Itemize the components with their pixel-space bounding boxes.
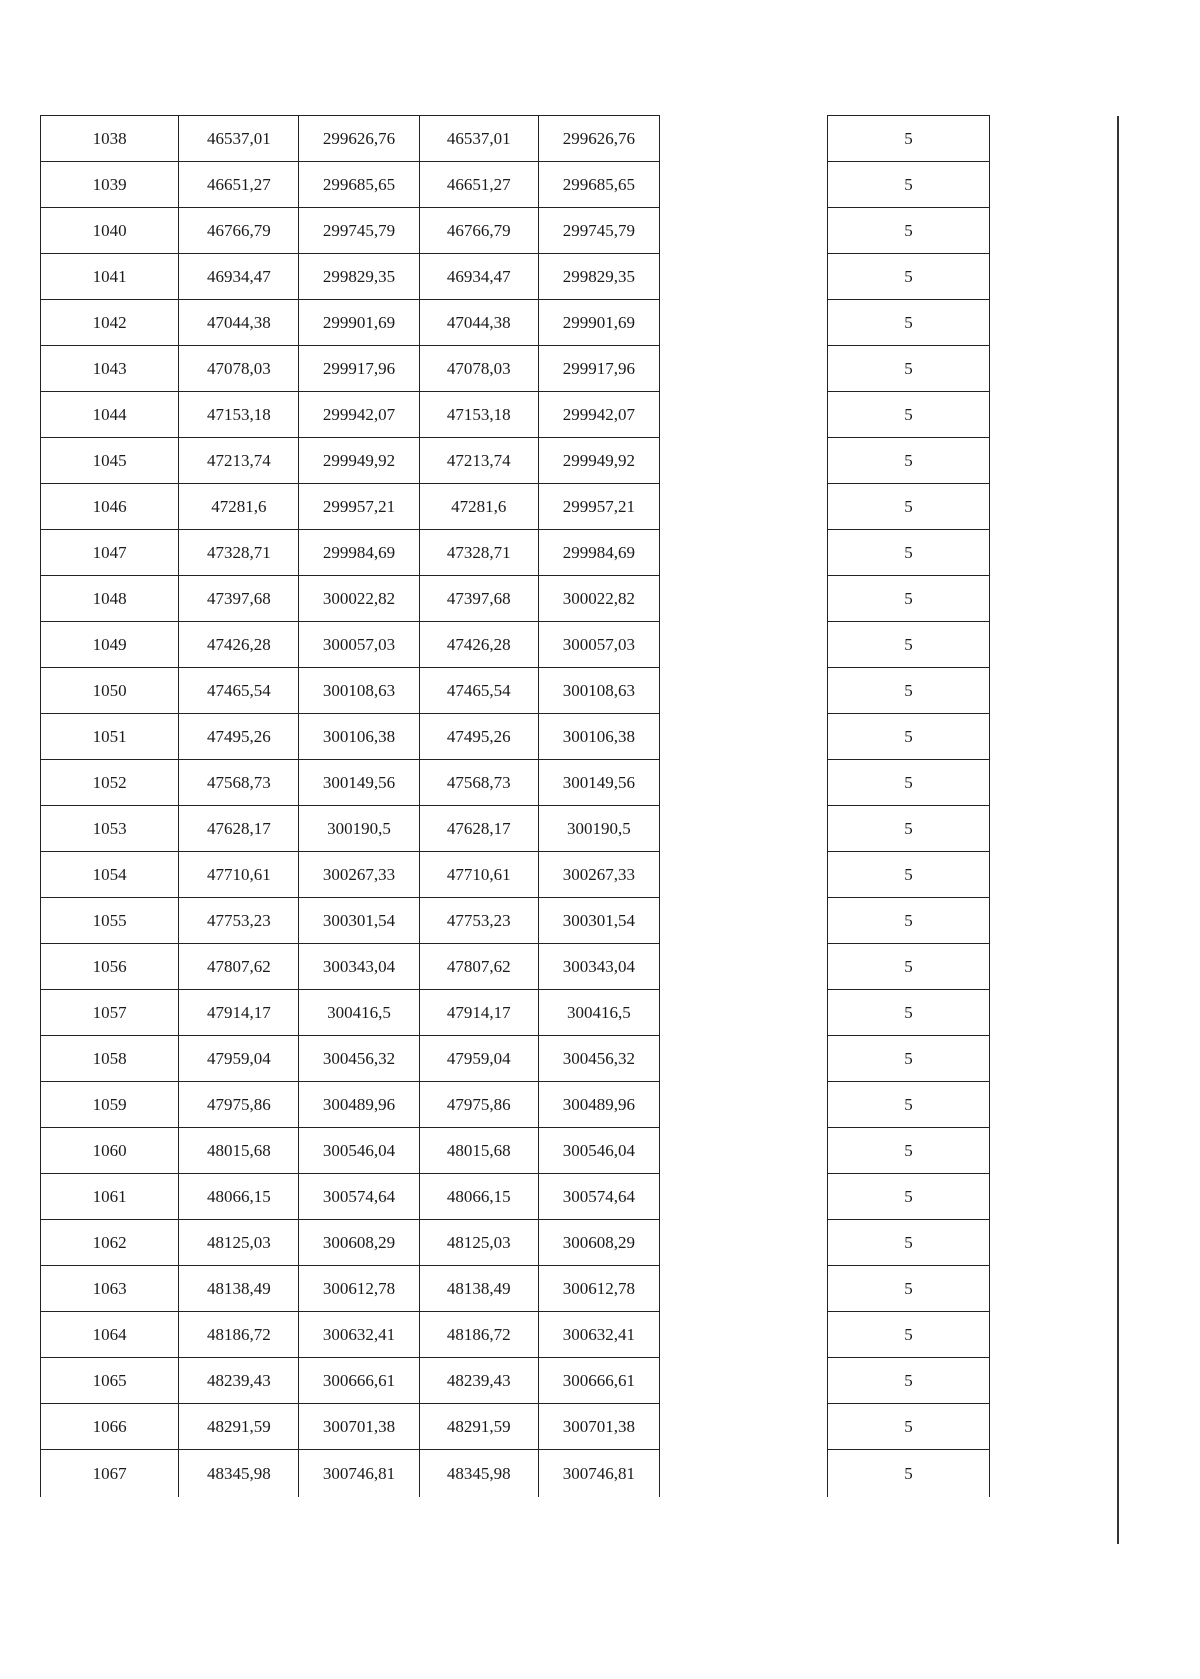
value-cell: 5 [828, 1358, 990, 1404]
point-number-cell: 1045 [41, 438, 179, 484]
table-row [828, 300, 990, 346]
table-row [828, 1220, 990, 1266]
y1-cell: 300022,82 [299, 576, 419, 622]
point-number-cell: 1059 [41, 1082, 179, 1128]
table-row [41, 392, 660, 438]
y2-cell: 300301,54 [538, 898, 659, 944]
x1-cell: 47465,54 [179, 668, 299, 714]
y2-cell: 300546,04 [538, 1128, 659, 1174]
table-row [41, 484, 660, 530]
table-row [828, 530, 990, 576]
y2-cell: 299829,35 [538, 254, 659, 300]
y1-cell: 299942,07 [299, 392, 419, 438]
point-number-cell: 1038 [41, 116, 179, 162]
y2-cell: 300022,82 [538, 576, 659, 622]
values-table-body [828, 116, 990, 1498]
point-number-cell: 1063 [41, 1266, 179, 1312]
point-number-cell: 1058 [41, 1036, 179, 1082]
value-cell: 5 [828, 1266, 990, 1312]
value-cell: 5 [828, 300, 990, 346]
table-row [828, 392, 990, 438]
y1-cell: 300546,04 [299, 1128, 419, 1174]
x2-cell: 46934,47 [419, 254, 538, 300]
y2-cell: 300108,63 [538, 668, 659, 714]
table-row [828, 1404, 990, 1450]
y1-cell: 300190,5 [299, 806, 419, 852]
x2-cell: 48186,72 [419, 1312, 538, 1358]
y1-cell: 300489,96 [299, 1082, 419, 1128]
value-cell: 5 [828, 162, 990, 208]
y2-cell: 300666,61 [538, 1358, 659, 1404]
table-row [41, 1450, 660, 1498]
point-number-cell: 1044 [41, 392, 179, 438]
point-number-cell: 1061 [41, 1174, 179, 1220]
table-row [828, 346, 990, 392]
table-row [828, 898, 990, 944]
x2-cell: 48239,43 [419, 1358, 538, 1404]
y2-cell: 300608,29 [538, 1220, 659, 1266]
table-row [41, 254, 660, 300]
value-cell: 5 [828, 990, 990, 1036]
x1-cell: 46537,01 [179, 116, 299, 162]
y2-cell: 299745,79 [538, 208, 659, 254]
coordinates-table [40, 115, 660, 1497]
x2-cell: 47328,71 [419, 530, 538, 576]
x1-cell: 47959,04 [179, 1036, 299, 1082]
table-row [828, 484, 990, 530]
point-number-cell: 1053 [41, 806, 179, 852]
x1-cell: 47397,68 [179, 576, 299, 622]
x1-cell: 46766,79 [179, 208, 299, 254]
value-cell: 5 [828, 1174, 990, 1220]
y2-cell: 299685,65 [538, 162, 659, 208]
value-cell: 5 [828, 898, 990, 944]
value-cell: 5 [828, 576, 990, 622]
y1-cell: 300108,63 [299, 668, 419, 714]
y2-cell: 300632,41 [538, 1312, 659, 1358]
point-number-cell: 1051 [41, 714, 179, 760]
x1-cell: 48125,03 [179, 1220, 299, 1266]
value-cell: 5 [828, 1220, 990, 1266]
table-row [41, 530, 660, 576]
x2-cell: 47914,17 [419, 990, 538, 1036]
table-row [41, 760, 660, 806]
point-number-cell: 1066 [41, 1404, 179, 1450]
y2-cell: 300106,38 [538, 714, 659, 760]
point-number-cell: 1067 [41, 1450, 179, 1498]
table-row [828, 1036, 990, 1082]
y1-cell: 300612,78 [299, 1266, 419, 1312]
point-number-cell: 1050 [41, 668, 179, 714]
y2-cell: 299901,69 [538, 300, 659, 346]
table-row [41, 1358, 660, 1404]
table-row [41, 300, 660, 346]
value-cell: 5 [828, 438, 990, 484]
point-number-cell: 1054 [41, 852, 179, 898]
x1-cell: 47281,6 [179, 484, 299, 530]
table-row [41, 1128, 660, 1174]
x2-cell: 47397,68 [419, 576, 538, 622]
table-row [41, 1082, 660, 1128]
table-row [41, 1220, 660, 1266]
y2-cell: 300701,38 [538, 1404, 659, 1450]
table-row [41, 668, 660, 714]
y2-cell: 299949,92 [538, 438, 659, 484]
x2-cell: 47078,03 [419, 346, 538, 392]
x1-cell: 47044,38 [179, 300, 299, 346]
table-row [828, 1266, 990, 1312]
table-row [828, 1082, 990, 1128]
x2-cell: 47959,04 [419, 1036, 538, 1082]
x2-cell: 48345,98 [419, 1450, 538, 1498]
x1-cell: 47328,71 [179, 530, 299, 576]
y1-cell: 300666,61 [299, 1358, 419, 1404]
x1-cell: 46651,27 [179, 162, 299, 208]
x2-cell: 48138,49 [419, 1266, 538, 1312]
value-cell: 5 [828, 530, 990, 576]
x1-cell: 48186,72 [179, 1312, 299, 1358]
table-row [41, 944, 660, 990]
table-row [828, 162, 990, 208]
y1-cell: 300746,81 [299, 1450, 419, 1498]
y1-cell: 299901,69 [299, 300, 419, 346]
y2-cell: 299626,76 [538, 116, 659, 162]
point-number-cell: 1055 [41, 898, 179, 944]
y2-cell: 300343,04 [538, 944, 659, 990]
point-number-cell: 1047 [41, 530, 179, 576]
table-row [828, 806, 990, 852]
y1-cell: 299745,79 [299, 208, 419, 254]
x2-cell: 47710,61 [419, 852, 538, 898]
y1-cell: 300301,54 [299, 898, 419, 944]
y2-cell: 299957,21 [538, 484, 659, 530]
y1-cell: 299829,35 [299, 254, 419, 300]
table-row [828, 714, 990, 760]
x1-cell: 46934,47 [179, 254, 299, 300]
point-number-cell: 1039 [41, 162, 179, 208]
y1-cell: 300343,04 [299, 944, 419, 990]
coordinates-table-body [41, 116, 660, 1498]
y2-cell: 300149,56 [538, 760, 659, 806]
x2-cell: 47975,86 [419, 1082, 538, 1128]
x1-cell: 48239,43 [179, 1358, 299, 1404]
table-row [828, 576, 990, 622]
table-row [828, 254, 990, 300]
x1-cell: 47753,23 [179, 898, 299, 944]
value-cell: 5 [828, 346, 990, 392]
x2-cell: 47495,26 [419, 714, 538, 760]
y1-cell: 300608,29 [299, 1220, 419, 1266]
table-row [828, 668, 990, 714]
x2-cell: 48015,68 [419, 1128, 538, 1174]
x2-cell: 47153,18 [419, 392, 538, 438]
y2-cell: 299917,96 [538, 346, 659, 392]
x1-cell: 47426,28 [179, 622, 299, 668]
y1-cell: 300149,56 [299, 760, 419, 806]
y2-cell: 300574,64 [538, 1174, 659, 1220]
table-row [41, 116, 660, 162]
table-row [41, 990, 660, 1036]
y2-cell: 299942,07 [538, 392, 659, 438]
table-row [41, 1036, 660, 1082]
x1-cell: 47710,61 [179, 852, 299, 898]
table-row [41, 852, 660, 898]
table-row [41, 162, 660, 208]
y1-cell: 300456,32 [299, 1036, 419, 1082]
y2-cell: 300612,78 [538, 1266, 659, 1312]
value-cell: 5 [828, 254, 990, 300]
value-cell: 5 [828, 208, 990, 254]
point-number-cell: 1041 [41, 254, 179, 300]
y2-cell: 300416,5 [538, 990, 659, 1036]
table-row [828, 438, 990, 484]
value-cell: 5 [828, 668, 990, 714]
x1-cell: 47975,86 [179, 1082, 299, 1128]
value-cell: 5 [828, 944, 990, 990]
x1-cell: 48291,59 [179, 1404, 299, 1450]
value-cell: 5 [828, 852, 990, 898]
x1-cell: 47495,26 [179, 714, 299, 760]
value-cell: 5 [828, 806, 990, 852]
point-number-cell: 1046 [41, 484, 179, 530]
point-number-cell: 1065 [41, 1358, 179, 1404]
values-table [827, 115, 990, 1497]
table-row [828, 208, 990, 254]
x2-cell: 47807,62 [419, 944, 538, 990]
right-margin-line [1117, 116, 1119, 1544]
x2-cell: 48066,15 [419, 1174, 538, 1220]
y1-cell: 299957,21 [299, 484, 419, 530]
x1-cell: 47153,18 [179, 392, 299, 438]
table-row [828, 852, 990, 898]
table-row [41, 1266, 660, 1312]
table-row [828, 1312, 990, 1358]
x2-cell: 47628,17 [419, 806, 538, 852]
y1-cell: 299685,65 [299, 162, 419, 208]
table-row [828, 760, 990, 806]
point-number-cell: 1042 [41, 300, 179, 346]
y1-cell: 300106,38 [299, 714, 419, 760]
table-row [41, 438, 660, 484]
table-row [828, 116, 990, 162]
y1-cell: 300701,38 [299, 1404, 419, 1450]
x2-cell: 46766,79 [419, 208, 538, 254]
x2-cell: 48291,59 [419, 1404, 538, 1450]
value-cell: 5 [828, 1036, 990, 1082]
x2-cell: 47753,23 [419, 898, 538, 944]
value-cell: 5 [828, 392, 990, 438]
x2-cell: 47044,38 [419, 300, 538, 346]
table-row [41, 1174, 660, 1220]
y2-cell: 300746,81 [538, 1450, 659, 1498]
value-cell: 5 [828, 622, 990, 668]
value-cell: 5 [828, 1312, 990, 1358]
x1-cell: 47914,17 [179, 990, 299, 1036]
y2-cell: 300267,33 [538, 852, 659, 898]
y1-cell: 299949,92 [299, 438, 419, 484]
point-number-cell: 1057 [41, 990, 179, 1036]
x2-cell: 48125,03 [419, 1220, 538, 1266]
table-row [41, 898, 660, 944]
y1-cell: 300057,03 [299, 622, 419, 668]
y1-cell: 299917,96 [299, 346, 419, 392]
y2-cell: 299984,69 [538, 530, 659, 576]
value-cell: 5 [828, 714, 990, 760]
x1-cell: 48345,98 [179, 1450, 299, 1498]
table-row [41, 346, 660, 392]
y1-cell: 299626,76 [299, 116, 419, 162]
x2-cell: 47213,74 [419, 438, 538, 484]
x1-cell: 47807,62 [179, 944, 299, 990]
point-number-cell: 1043 [41, 346, 179, 392]
x2-cell: 47568,73 [419, 760, 538, 806]
point-number-cell: 1056 [41, 944, 179, 990]
y2-cell: 300489,96 [538, 1082, 659, 1128]
point-number-cell: 1040 [41, 208, 179, 254]
y2-cell: 300190,5 [538, 806, 659, 852]
table-row [828, 1128, 990, 1174]
table-row [41, 1404, 660, 1450]
value-cell: 5 [828, 760, 990, 806]
table-row [41, 806, 660, 852]
y1-cell: 300632,41 [299, 1312, 419, 1358]
point-number-cell: 1048 [41, 576, 179, 622]
point-number-cell: 1060 [41, 1128, 179, 1174]
point-number-cell: 1062 [41, 1220, 179, 1266]
y2-cell: 300456,32 [538, 1036, 659, 1082]
table-row [828, 944, 990, 990]
x1-cell: 48066,15 [179, 1174, 299, 1220]
point-number-cell: 1052 [41, 760, 179, 806]
point-number-cell: 1064 [41, 1312, 179, 1358]
x2-cell: 47465,54 [419, 668, 538, 714]
x2-cell: 47426,28 [419, 622, 538, 668]
x2-cell: 46651,27 [419, 162, 538, 208]
point-number-cell: 1049 [41, 622, 179, 668]
x2-cell: 47281,6 [419, 484, 538, 530]
y2-cell: 300057,03 [538, 622, 659, 668]
y1-cell: 300416,5 [299, 990, 419, 1036]
x1-cell: 47628,17 [179, 806, 299, 852]
table-row [41, 576, 660, 622]
value-cell: 5 [828, 116, 990, 162]
y1-cell: 300574,64 [299, 1174, 419, 1220]
table-row [41, 208, 660, 254]
table-row [828, 1174, 990, 1220]
value-cell: 5 [828, 1450, 990, 1498]
value-cell: 5 [828, 1404, 990, 1450]
value-cell: 5 [828, 1082, 990, 1128]
x1-cell: 47213,74 [179, 438, 299, 484]
table-row [828, 990, 990, 1036]
table-row [41, 714, 660, 760]
x1-cell: 48138,49 [179, 1266, 299, 1312]
table-row [828, 1358, 990, 1404]
table-row [41, 1312, 660, 1358]
table-row [41, 622, 660, 668]
y1-cell: 300267,33 [299, 852, 419, 898]
value-cell: 5 [828, 1128, 990, 1174]
table-row [828, 622, 990, 668]
x2-cell: 46537,01 [419, 116, 538, 162]
x1-cell: 48015,68 [179, 1128, 299, 1174]
table-row [828, 1450, 990, 1498]
x1-cell: 47568,73 [179, 760, 299, 806]
x1-cell: 47078,03 [179, 346, 299, 392]
y1-cell: 299984,69 [299, 530, 419, 576]
value-cell: 5 [828, 484, 990, 530]
